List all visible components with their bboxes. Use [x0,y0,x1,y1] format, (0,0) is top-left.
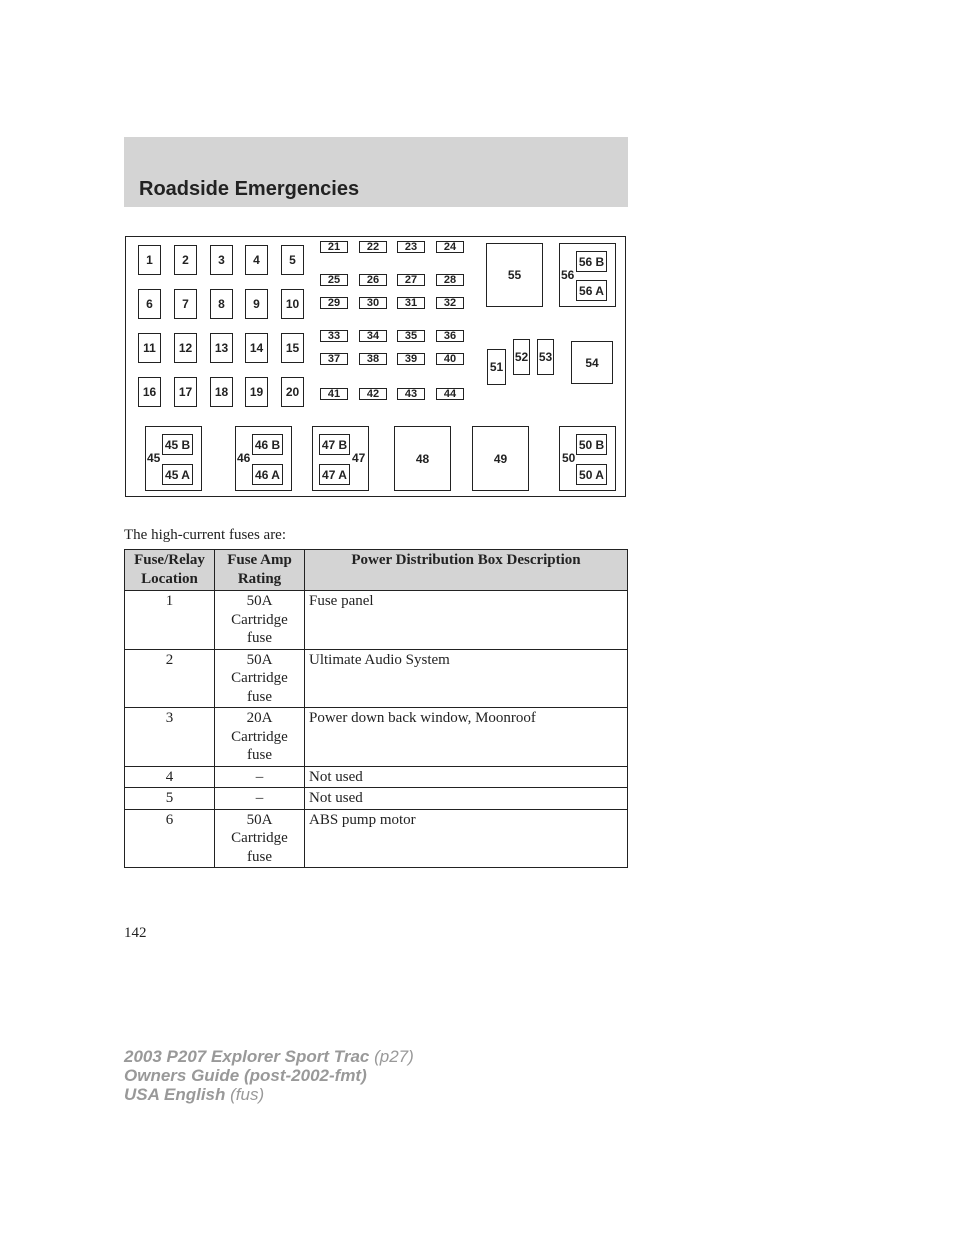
fuse-2: 2 [174,245,197,275]
relay-46-label: 46 [237,451,251,465]
footer-guide: Owners Guide (post-2002-fmt) [124,1066,367,1085]
cell-description: Ultimate Audio System [305,649,628,708]
fuse-12: 12 [174,333,197,363]
relay-53: 53 [537,339,554,375]
fuse-6: 6 [138,289,161,319]
cell-location: 5 [125,788,215,810]
cell-description: Fuse panel [305,591,628,650]
relay-50-label: 50 [562,451,576,465]
fuse-15: 15 [281,333,304,363]
fuse-32: 32 [436,297,464,309]
relay-54: 54 [571,341,613,384]
cell-rating: – [215,766,305,788]
cell-description: Power down back window, Moonroof [305,708,628,767]
relay-46b: 46 B [252,434,283,455]
fuse-13: 13 [210,333,233,363]
table-row [125,708,628,767]
table-row [125,591,628,650]
relay-50a: 50 A [576,464,607,485]
fuse-4: 4 [245,245,268,275]
relay-48: 48 [394,426,451,491]
footer-language-code: (fus) [230,1085,265,1104]
fuse-7: 7 [174,289,197,319]
footer-page-code: (p27) [374,1047,414,1066]
relay-45-label: 45 [147,451,161,465]
fuse-25: 25 [320,274,348,286]
column-header-location: Fuse/Relay Location [125,550,215,591]
fuse-10: 10 [281,289,304,319]
fuse-26: 26 [359,274,387,286]
fuse-38: 38 [359,353,387,365]
section-header-band [124,137,628,207]
fuse-41: 41 [320,388,348,400]
cell-rating: 50A Cartridge fuse [215,809,305,868]
fuse-16: 16 [138,377,161,407]
column-header-description: Power Distribution Box Description [305,550,628,591]
fuse-27: 27 [397,274,425,286]
fuse-28: 28 [436,274,464,286]
relay-56a: 56 A [576,280,607,301]
fuse-34: 34 [359,330,387,342]
cell-description: ABS pump motor [305,809,628,868]
cell-location: 4 [125,766,215,788]
relay-49: 49 [472,426,529,491]
footer-model: 2003 P207 Explorer Sport Trac [124,1047,370,1066]
table-row [125,809,628,868]
fuse-14: 14 [245,333,268,363]
fuse-box-diagram [125,236,626,497]
fuse-11: 11 [138,333,161,363]
cell-location: 1 [125,591,215,650]
relay-45b: 45 B [162,434,193,455]
fuse-1: 1 [138,245,161,275]
fuse-29: 29 [320,297,348,309]
section-title: Roadside Emergencies [139,178,360,200]
document-footer [124,1047,414,1104]
fuse-33: 33 [320,330,348,342]
intro-text: The high-current fuses are: [124,527,287,543]
fuse-23: 23 [397,241,425,253]
cell-location: 6 [125,809,215,868]
fuse-8: 8 [210,289,233,319]
cell-rating: 50A Cartridge fuse [215,591,305,650]
relay-50b: 50 B [576,434,607,455]
cell-location: 3 [125,708,215,767]
relay-46a: 46 A [252,464,283,485]
fuse-9: 9 [245,289,268,319]
table-row [125,788,628,810]
relay-55: 55 [486,243,543,307]
fuse-43: 43 [397,388,425,400]
relay-47-label: 47 [352,451,366,465]
fuse-31: 31 [397,297,425,309]
fuse-18: 18 [210,377,233,407]
fuse-36: 36 [436,330,464,342]
table-row [125,766,628,788]
footer-language: USA English [124,1085,226,1104]
fuse-30: 30 [359,297,387,309]
footer-line-2 [124,1066,414,1085]
column-header-rating: Fuse Amp Rating [215,550,305,591]
fuse-22: 22 [359,241,387,253]
cell-location: 2 [125,649,215,708]
table-row [125,649,628,708]
relay-56-label: 56 [561,268,575,282]
page-number: 142 [124,925,147,941]
fuse-17: 17 [174,377,197,407]
fuse-42: 42 [359,388,387,400]
cell-description: Not used [305,788,628,810]
fuse-20: 20 [281,377,304,407]
fuse-21: 21 [320,241,348,253]
relay-51: 51 [487,349,506,385]
fuse-44: 44 [436,388,464,400]
relay-56b: 56 B [576,251,607,272]
cell-rating: 50A Cartridge fuse [215,649,305,708]
relay-52: 52 [513,339,530,375]
cell-rating: – [215,788,305,810]
cell-rating: 20A Cartridge fuse [215,708,305,767]
fuse-37: 37 [320,353,348,365]
fuse-24: 24 [436,241,464,253]
fuse-39: 39 [397,353,425,365]
table-header-row [125,550,628,591]
fuse-5: 5 [281,245,304,275]
high-current-fuse-table [124,549,628,868]
fuse-19: 19 [245,377,268,407]
footer-line-1 [124,1047,414,1066]
cell-description: Not used [305,766,628,788]
footer-line-3 [124,1085,414,1104]
fuse-35: 35 [397,330,425,342]
fuse-3: 3 [210,245,233,275]
relay-47b: 47 B [319,434,350,455]
relay-47a: 47 A [319,464,350,485]
relay-45a: 45 A [162,464,193,485]
fuse-40: 40 [436,353,464,365]
